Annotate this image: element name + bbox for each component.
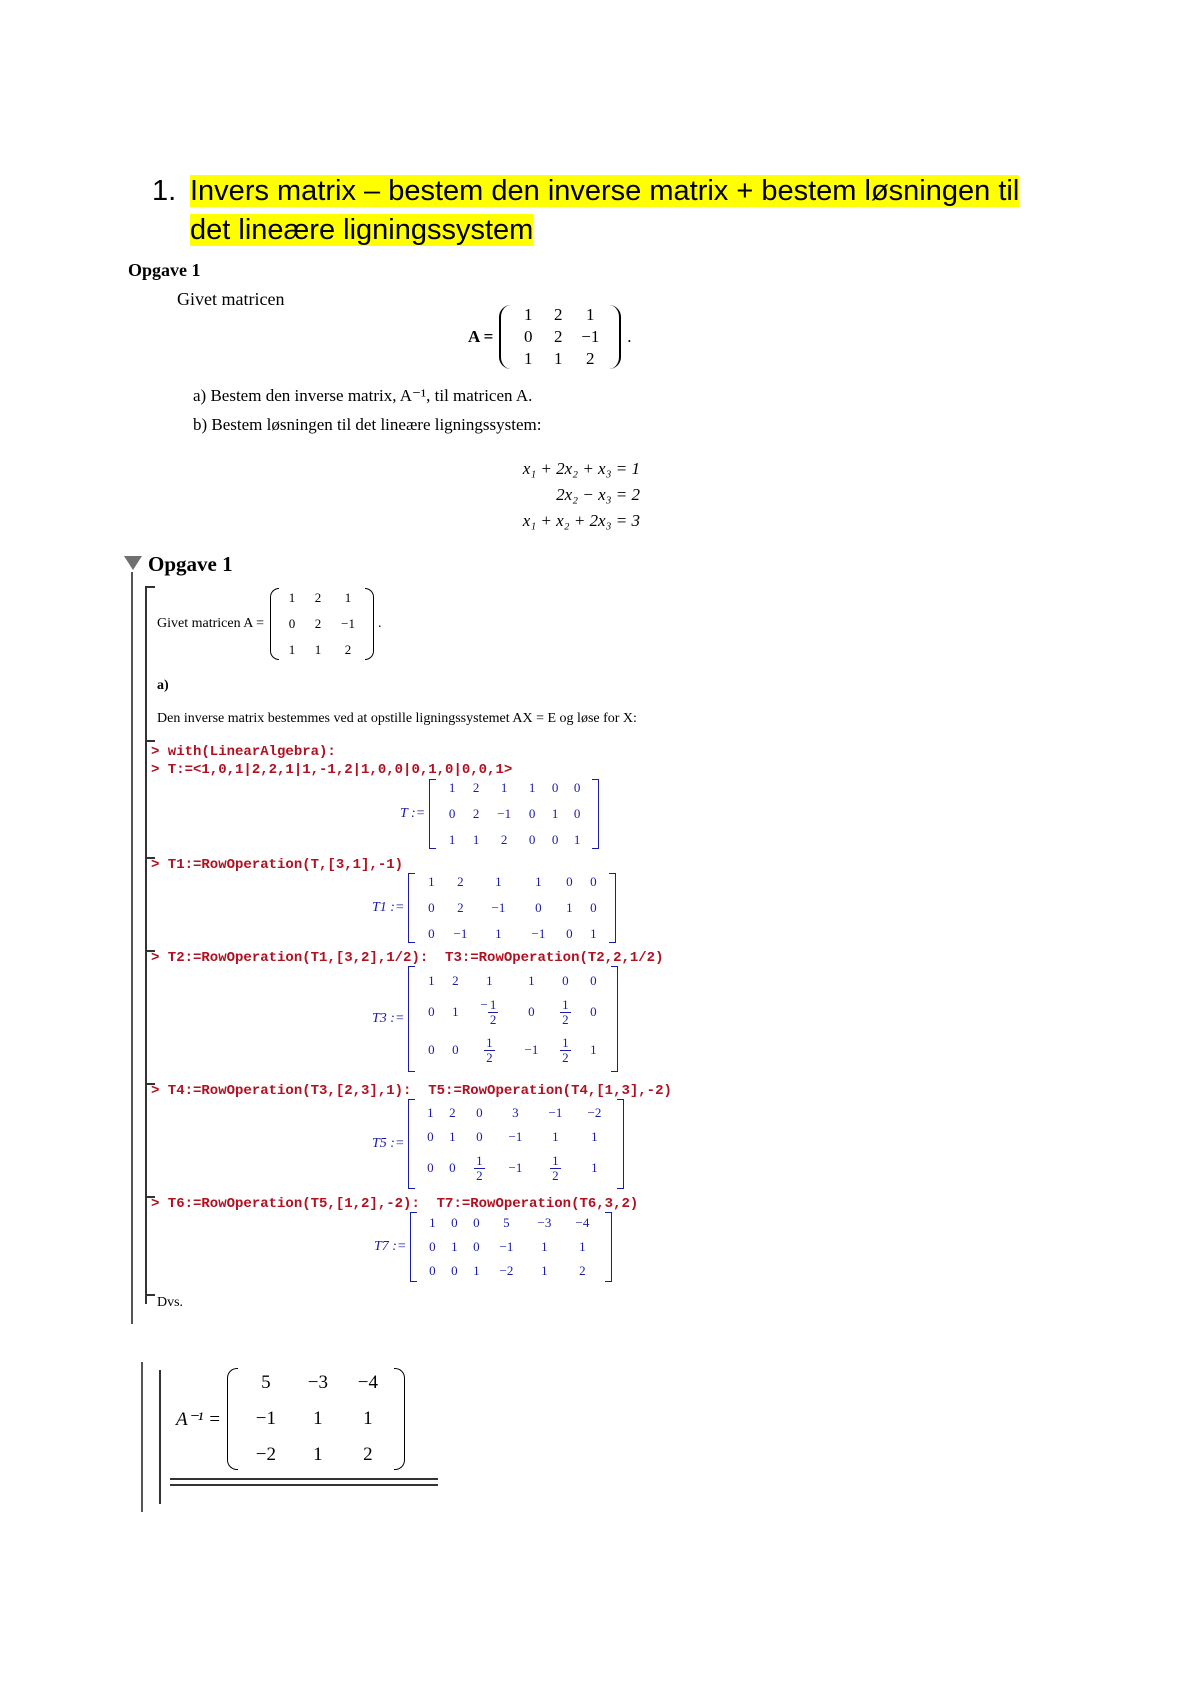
matrix-cell: 1 [590, 1042, 597, 1057]
matrix-cell: 1 [428, 973, 435, 988]
fraction [474, 1154, 485, 1183]
maple-given-right-paren [365, 588, 374, 660]
matrix-cell: 0 [566, 926, 573, 941]
matrix-cell: −3 [307, 1372, 329, 1393]
matrix-cell: 1 [344, 590, 352, 605]
problem-part-b: b) Bestem løsningen til det lineære ligningssystem: [193, 415, 542, 434]
matrix-cell: 0 [427, 1160, 434, 1175]
result-inverse-matrix [176, 1368, 405, 1470]
heading-part2: – bestem den inverse matrix + bestem løsningen til det lineære ligningssystem [190, 175, 1020, 246]
denominator: 2 [476, 1168, 483, 1183]
output-label: T5 := [372, 1136, 405, 1151]
matrix-cell: 0 [428, 900, 435, 915]
matrix-cell: 1 [288, 590, 296, 605]
maple-given [157, 588, 382, 660]
matrix-cell: 1 [541, 1263, 548, 1278]
output-grid [417, 1213, 605, 1281]
matrix-cell: 1 [428, 874, 435, 889]
matrix-cell: 1 [473, 1263, 480, 1278]
right-bracket [605, 1212, 612, 1282]
matrix-cell: 0 [590, 874, 597, 889]
heading-number: 1. [152, 175, 177, 207]
matrix-cell: 2 [472, 806, 480, 821]
maple-output-T1 [372, 873, 616, 943]
left-bracket [410, 1212, 417, 1282]
matrix-cell: 1 [591, 1160, 598, 1175]
result-double-underline [170, 1484, 438, 1486]
matrix-cell: 0 [288, 616, 296, 631]
matrix-cell [467, 1035, 511, 1065]
matrix-cell: −3 [537, 1215, 552, 1230]
result-section-bracket [141, 1362, 143, 1512]
output-label: T7 := [374, 1239, 407, 1254]
matrix-cell: −1 [255, 1408, 277, 1429]
matrix-cell: 2 [314, 590, 322, 605]
matrix-cell: 1 [448, 832, 456, 847]
matrix-cell: 1 [528, 780, 536, 795]
matrix-cell: 1 [551, 806, 559, 821]
matrix-cell: −1 [497, 806, 512, 821]
maple-cmd-2[interactable]: > T:=<1,0,1|2,2,1|1,-1,2|1,0,0|0,1,0|0,0,1> [151, 762, 513, 778]
matrix-cell: 1 [573, 832, 581, 847]
matrix-cell: 1 [591, 1129, 598, 1144]
matrix-cell: 0 [590, 973, 597, 988]
matrix-cell: 0 [535, 900, 542, 915]
numerator: 1 [562, 997, 569, 1012]
problem-title: Opgave 1 [128, 260, 201, 280]
matrix-cell: 2 [457, 874, 464, 889]
maple-output-T [400, 779, 599, 849]
maple-cmd-1[interactable]: > with(LinearAlgebra): [151, 744, 336, 760]
fraction [560, 998, 571, 1027]
denominator: 2 [562, 1012, 569, 1027]
matrix-cell: −1 [524, 1042, 539, 1057]
result-label: A⁻¹ = [176, 1408, 221, 1430]
matrix-cell: 0 [473, 1215, 480, 1230]
matrix-cell: 0 [473, 1239, 480, 1254]
matrix-cell: 1 [486, 973, 493, 988]
fraction [484, 1036, 495, 1065]
result-grid [238, 1371, 394, 1467]
matrix-cell: 0 [427, 1129, 434, 1144]
matrix-cell: 0 [429, 1263, 436, 1278]
minus-sign: − [480, 997, 488, 1012]
matrix-cell: 2 [314, 616, 322, 631]
numerator: 1 [552, 1153, 559, 1168]
matrix-cell: 1 [313, 1444, 323, 1465]
matrix-cell: 1 [541, 1239, 548, 1254]
matrix-cell: 0 [590, 1004, 597, 1019]
matrix-cell: 1 [313, 1408, 323, 1429]
matrix-cell: 0 [562, 973, 569, 988]
matrix-cell: 2 [500, 832, 508, 847]
matrix-cell: 1 [590, 926, 597, 941]
collapse-triangle-icon[interactable] [124, 556, 142, 570]
matrix-cell: 0 [573, 806, 581, 821]
matrix-cell: 3 [512, 1105, 519, 1120]
matrix-cell: 1 [495, 874, 502, 889]
matrix-cell: −1 [453, 926, 468, 941]
matrix-cell: 1 [566, 900, 573, 915]
matrix-cell: 0 [428, 1042, 435, 1057]
matrix-cell: 1 [554, 349, 563, 368]
heading-text [190, 172, 1060, 250]
matrix-cell: 2 [554, 305, 563, 324]
result-right-paren [394, 1368, 405, 1470]
matrix-cell: 5 [261, 1372, 271, 1393]
right-bracket [609, 873, 616, 943]
matrix-cell [463, 1153, 495, 1183]
equation-2: 2x₂ − x₃ = 2 [556, 485, 640, 504]
matrix-cell: 0 [476, 1105, 483, 1120]
right-paren [607, 305, 621, 369]
exec-group-tick [147, 1294, 155, 1296]
fraction [550, 1154, 561, 1183]
output-label: T := [400, 806, 426, 821]
matrix-cell: 2 [472, 780, 480, 795]
matrix-cell: 0 [451, 1215, 458, 1230]
fraction [560, 1036, 571, 1065]
matrix-cell: 2 [452, 973, 459, 988]
denominator: 2 [489, 1012, 497, 1027]
matrix-cell: 1 [427, 1105, 434, 1120]
matrix-cell: −1 [548, 1105, 563, 1120]
matrix-cell: 0 [528, 832, 536, 847]
matrix-cell: 1 [579, 1239, 586, 1254]
maple-output-T5 [372, 1099, 624, 1189]
matrix-cell: 1 [451, 1239, 458, 1254]
matrix-cell: 0 [428, 926, 435, 941]
matrix-cell: −1 [508, 1129, 523, 1144]
matrix-cell: 2 [363, 1444, 373, 1465]
equation-1: x₁ + 2x₂ + x₃ = 1 [522, 459, 640, 478]
maple-given-end: . [378, 616, 382, 631]
result-group-bracket [159, 1370, 161, 1504]
matrix-cell: 2 [554, 327, 563, 346]
matrix-cell: 0 [528, 806, 536, 821]
matrix-cell [467, 997, 511, 1027]
output-grid [415, 1103, 617, 1185]
matrix-cell: 1 [314, 642, 322, 657]
matrix-cell: 1 [452, 1004, 459, 1019]
output-label: T1 := [372, 900, 405, 915]
output-grid [415, 971, 611, 1067]
maple-part-a-label: a) [157, 678, 169, 693]
matrix-cell: 1 [524, 349, 533, 368]
matrix-cell: 0 [573, 780, 581, 795]
matrix-cell: 1 [586, 305, 595, 324]
maple-section-title: Opgave 1 [148, 552, 233, 576]
left-paren [499, 305, 513, 369]
matrix-cell: 1 [500, 780, 508, 795]
right-bracket [617, 1099, 624, 1189]
matrix-cell: 5 [503, 1215, 510, 1230]
matrix-cell [551, 997, 579, 1027]
right-bracket [592, 779, 599, 849]
left-bracket [408, 873, 415, 943]
exec-group-tick [147, 740, 155, 742]
denominator: 2 [486, 1050, 493, 1065]
matrix-cell: −1 [341, 616, 355, 631]
problem-part-a: a) Bestem den inverse matrix, A⁻¹, til matricen A. [193, 386, 533, 405]
numerator: 1 [562, 1035, 569, 1050]
matrix-cell: −1 [499, 1239, 514, 1254]
matrix-cell: −4 [357, 1372, 379, 1393]
problem-matrix [468, 305, 632, 369]
matrix-cell: −2 [587, 1105, 602, 1120]
maple-given-text: Givet matricen A = [157, 616, 265, 631]
problem-given: Givet matricen [177, 289, 285, 309]
matrix-cell: 1 [449, 1129, 456, 1144]
matrix-cell: 1 [495, 926, 502, 941]
left-bracket [429, 779, 436, 849]
maple-output-T3 [372, 966, 618, 1072]
matrix-cell: 0 [452, 1042, 459, 1057]
equation-system [490, 456, 640, 534]
matrix-cell: 0 [551, 780, 559, 795]
matrix-cell: −2 [499, 1263, 514, 1278]
matrix-cell: 1 [552, 1129, 559, 1144]
matrix-cell: −2 [255, 1444, 277, 1465]
result-underline [170, 1478, 438, 1480]
matrix-cell [535, 1153, 575, 1183]
matrix-cell: 0 [476, 1129, 483, 1144]
matrix-cell: −1 [581, 327, 600, 346]
maple-given-left-paren [270, 588, 279, 660]
matrix-cell: 0 [590, 900, 597, 915]
denominator: 2 [562, 1050, 569, 1065]
numerator: 1 [476, 1153, 483, 1168]
output-label: T3 := [372, 1011, 405, 1026]
matrix-cell: −1 [531, 926, 546, 941]
maple-cmd-3[interactable]: > T1:=RowOperation(T,[3,1],-1) [151, 857, 404, 873]
matrix-cell: 1 [524, 305, 533, 324]
left-bracket [408, 966, 415, 1072]
matrix-grid [513, 305, 607, 369]
maple-dvs: Dvs. [157, 1295, 184, 1310]
matrix-cell: 0 [449, 1160, 456, 1175]
section-bracket [131, 572, 133, 1324]
matrix-cell: 0 [428, 1004, 435, 1019]
group-bracket-tick [145, 586, 155, 588]
matrix-cell: −1 [508, 1160, 523, 1175]
matrix-cell: 1 [363, 1408, 373, 1429]
matrix-cell: 1 [429, 1215, 436, 1230]
matrix-cell: 0 [448, 806, 456, 821]
matrix-cell: 1 [535, 874, 542, 889]
matrix-cell: 1 [528, 973, 535, 988]
left-bracket [408, 1099, 415, 1189]
heading-part1: Invers matrix [190, 175, 356, 207]
numerator: 1 [486, 1035, 493, 1050]
matrix-end: . [627, 327, 632, 346]
matrix-cell: 2 [579, 1263, 586, 1278]
matrix-cell: 2 [457, 900, 464, 915]
matrix-cell: 0 [429, 1239, 436, 1254]
matrix-cell: 0 [551, 832, 559, 847]
output-grid [436, 778, 592, 850]
maple-cmd-6[interactable]: > T6:=RowOperation(T5,[1,2],-2): T7:=RowOperation(T6,3,2) [151, 1196, 639, 1212]
matrix-label: A = [468, 327, 494, 346]
fraction [488, 998, 499, 1027]
matrix-cell: −1 [491, 900, 506, 915]
matrix-cell: 0 [451, 1263, 458, 1278]
output-grid [415, 872, 609, 944]
matrix-cell: 0 [528, 1004, 535, 1019]
maple-cmd-5[interactable]: > T4:=RowOperation(T3,[2,3],1): T5:=RowOperation(T4,[1,3],-2) [151, 1083, 672, 1099]
maple-explanation: Den inverse matrix bestemmes ved at opstille ligningssystemet AX = E og løse for X: [157, 711, 637, 726]
right-bracket [611, 966, 618, 1072]
matrix-cell: 2 [449, 1105, 456, 1120]
matrix-cell: 1 [288, 642, 296, 657]
matrix-cell: −4 [575, 1215, 590, 1230]
result-left-paren [227, 1368, 238, 1470]
maple-given-grid [279, 590, 365, 658]
denominator: 2 [552, 1168, 559, 1183]
matrix-cell: 2 [344, 642, 352, 657]
matrix-cell: 1 [472, 832, 480, 847]
maple-output-T7 [374, 1212, 612, 1282]
equation-3: x₁ + x₂ + 2x₃ = 3 [522, 511, 640, 530]
matrix-cell: 0 [566, 874, 573, 889]
matrix-cell: 2 [586, 349, 595, 368]
maple-cmd-4[interactable]: > T2:=RowOperation(T1,[3,2],1/2): T3:=RowOperation(T2,2,1/2) [151, 950, 664, 966]
matrix-cell: 0 [524, 327, 533, 346]
matrix-cell [551, 1035, 579, 1065]
matrix-cell: 1 [448, 780, 456, 795]
numerator: 1 [489, 997, 497, 1012]
